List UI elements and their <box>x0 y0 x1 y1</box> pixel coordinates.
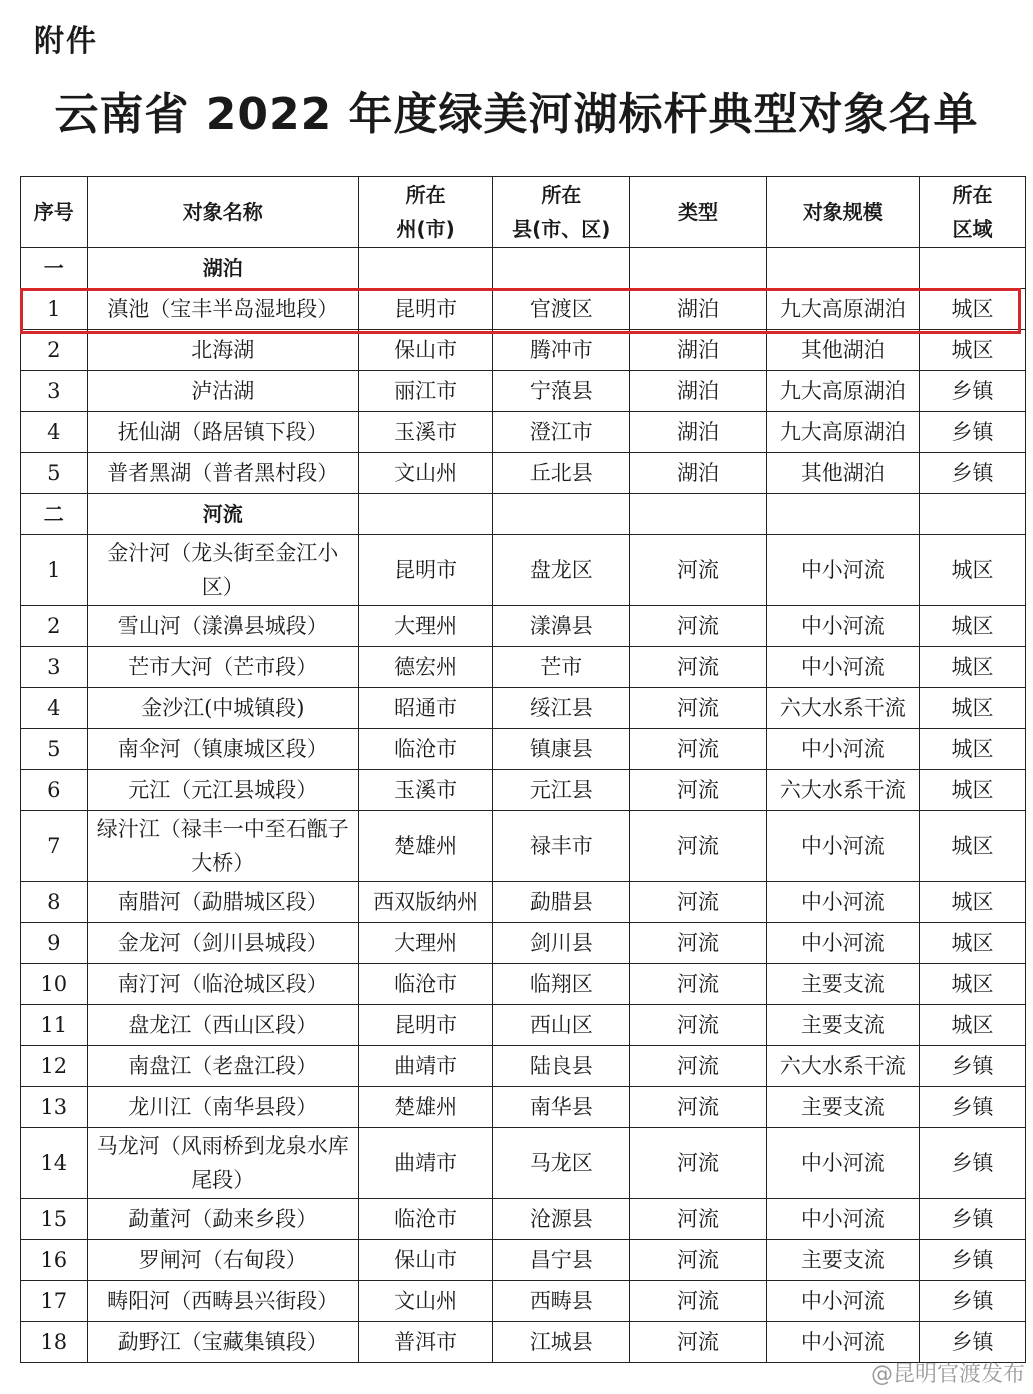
header-county <box>493 177 630 248</box>
cell-seq: 1 <box>21 535 88 606</box>
cell-scale: 六大水系干流 <box>766 688 919 729</box>
cell-prefecture: 保山市 <box>359 330 493 371</box>
cell-prefecture: 西双版纳州 <box>359 882 493 923</box>
cell-type: 河流 <box>630 1087 766 1128</box>
cell-region: 乡镇 <box>920 1046 1026 1087</box>
cell-county: 江城县 <box>493 1322 630 1363</box>
cell-prefecture: 玉溪市 <box>359 770 493 811</box>
cell-county: 西山区 <box>493 1005 630 1046</box>
cell-region: 城区 <box>920 964 1026 1005</box>
cell-prefecture: 昭通市 <box>359 688 493 729</box>
cell-region: 乡镇 <box>920 1322 1026 1363</box>
cell-seq: 1 <box>21 289 88 330</box>
cell-seq: 6 <box>21 770 88 811</box>
cell-name-line: 区） <box>201 575 244 599</box>
cell-type: 河流 <box>630 811 766 882</box>
cell-region: 城区 <box>920 289 1026 330</box>
header-name: 对象名称 <box>87 177 358 248</box>
cell-seq: 7 <box>21 811 88 882</box>
empty-cell <box>766 248 919 289</box>
cell-region: 城区 <box>920 535 1026 606</box>
cell-scale: 主要支流 <box>766 1087 919 1128</box>
table-row <box>21 1128 1026 1199</box>
cell-scale: 中小河流 <box>766 647 919 688</box>
header-region-line1: 所在 <box>952 183 993 207</box>
table-row <box>21 330 1026 371</box>
empty-cell <box>630 494 766 535</box>
table-row <box>21 371 1026 412</box>
cell-name-line: 南腊河（勐腊城区段） <box>117 890 328 914</box>
cell-prefecture: 德宏州 <box>359 647 493 688</box>
cell-scale: 中小河流 <box>766 1281 919 1322</box>
cell-name-line: 泸沽湖 <box>191 379 255 403</box>
table-row <box>21 811 1026 882</box>
cell-county: 陆良县 <box>493 1046 630 1087</box>
cell-scale: 中小河流 <box>766 1199 919 1240</box>
header-type: 类型 <box>630 177 766 248</box>
cell-county: 临翔区 <box>493 964 630 1005</box>
cell-type: 河流 <box>630 1128 766 1199</box>
cell-name <box>87 1005 358 1046</box>
cell-name <box>87 964 358 1005</box>
empty-cell <box>920 248 1026 289</box>
cell-county: 元江县 <box>493 770 630 811</box>
empty-cell <box>359 494 493 535</box>
cell-region: 城区 <box>920 882 1026 923</box>
table-row <box>21 964 1026 1005</box>
cell-county: 宁蒗县 <box>493 371 630 412</box>
header-prefecture-line2: 州(市) <box>396 217 455 241</box>
cell-scale: 中小河流 <box>766 811 919 882</box>
cell-county: 禄丰市 <box>493 811 630 882</box>
section-label: 湖泊 <box>87 248 358 289</box>
cell-county: 绥江县 <box>493 688 630 729</box>
cell-region: 城区 <box>920 811 1026 882</box>
section-seq: 一 <box>21 248 88 289</box>
document-title: 云南省 2022 年度绿美河湖标杆典型对象名单 <box>54 89 979 140</box>
cell-county: 腾冲市 <box>493 330 630 371</box>
cell-scale: 中小河流 <box>766 923 919 964</box>
cell-type: 湖泊 <box>630 289 766 330</box>
cell-name <box>87 770 358 811</box>
benchmark-roster-table <box>20 176 1026 1363</box>
cell-type: 湖泊 <box>630 371 766 412</box>
cell-seq: 8 <box>21 882 88 923</box>
cell-type: 河流 <box>630 688 766 729</box>
cell-name-line: 芒市大河（芒市段） <box>128 655 318 679</box>
cell-county: 镇康县 <box>493 729 630 770</box>
cell-name <box>87 811 358 882</box>
cell-name-line: 南伞河（镇康城区段） <box>117 737 328 761</box>
cell-name-line: 元江（元江县城段） <box>128 778 318 802</box>
cell-type: 河流 <box>630 1240 766 1281</box>
table-row <box>21 729 1026 770</box>
cell-type: 河流 <box>630 882 766 923</box>
table-header <box>21 177 1026 248</box>
cell-scale: 中小河流 <box>766 729 919 770</box>
header-county-line2: 县(市、区) <box>512 217 611 241</box>
cell-prefecture: 临沧市 <box>359 729 493 770</box>
cell-name-line: 绿汁江（禄丰一中至石甑子 <box>96 817 349 841</box>
header-scale: 对象规模 <box>766 177 919 248</box>
header-region <box>920 177 1026 248</box>
cell-county: 芒市 <box>493 647 630 688</box>
cell-region: 乡镇 <box>920 1087 1026 1128</box>
cell-name-line: 滇池（宝丰半岛湿地段） <box>107 297 339 321</box>
cell-prefecture: 曲靖市 <box>359 1046 493 1087</box>
cell-name <box>87 1046 358 1087</box>
cell-name <box>87 882 358 923</box>
table-row <box>21 1281 1026 1322</box>
cell-name-line: 雪山河（漾濞县城段） <box>117 614 328 638</box>
cell-type: 河流 <box>630 647 766 688</box>
cell-seq: 17 <box>21 1281 88 1322</box>
cell-name <box>87 923 358 964</box>
cell-scale: 中小河流 <box>766 1128 919 1199</box>
cell-scale: 九大高原湖泊 <box>766 289 919 330</box>
cell-prefecture: 临沧市 <box>359 1199 493 1240</box>
cell-name-line: 畴阳河（西畴县兴街段） <box>107 1289 339 1313</box>
cell-type: 河流 <box>630 964 766 1005</box>
cell-scale: 中小河流 <box>766 606 919 647</box>
cell-region: 城区 <box>920 330 1026 371</box>
cell-scale: 其他湖泊 <box>766 453 919 494</box>
cell-name <box>87 535 358 606</box>
empty-cell <box>359 248 493 289</box>
cell-prefecture: 大理州 <box>359 923 493 964</box>
cell-scale: 九大高原湖泊 <box>766 412 919 453</box>
cell-seq: 4 <box>21 688 88 729</box>
table-row <box>21 1240 1026 1281</box>
cell-county: 漾濞县 <box>493 606 630 647</box>
cell-seq: 16 <box>21 1240 88 1281</box>
cell-name-line: 普者黑湖（普者黑村段） <box>107 461 339 485</box>
cell-county: 剑川县 <box>493 923 630 964</box>
cell-county: 昌宁县 <box>493 1240 630 1281</box>
header-prefecture <box>359 177 493 248</box>
cell-prefecture: 昆明市 <box>359 289 493 330</box>
cell-region: 乡镇 <box>920 1240 1026 1281</box>
watermark: @昆明官渡发布 <box>870 1362 1025 1387</box>
cell-region: 城区 <box>920 606 1026 647</box>
cell-name <box>87 412 358 453</box>
table-row <box>21 770 1026 811</box>
cell-seq: 10 <box>21 964 88 1005</box>
cell-name <box>87 371 358 412</box>
cell-prefecture: 曲靖市 <box>359 1128 493 1199</box>
cell-name <box>87 688 358 729</box>
cell-seq: 18 <box>21 1322 88 1363</box>
cell-seq: 5 <box>21 453 88 494</box>
cell-name-line: 南汀河（临沧城区段） <box>117 972 328 996</box>
section-label: 河流 <box>87 494 358 535</box>
table-row <box>21 1087 1026 1128</box>
empty-cell <box>766 494 919 535</box>
cell-scale: 六大水系干流 <box>766 770 919 811</box>
section-row <box>21 248 1026 289</box>
cell-name-line: 罗闸河（右甸段） <box>138 1248 307 1272</box>
cell-region: 城区 <box>920 923 1026 964</box>
cell-prefecture: 玉溪市 <box>359 412 493 453</box>
cell-seq: 13 <box>21 1087 88 1128</box>
cell-name-line: 勐董河（勐来乡段） <box>128 1207 318 1231</box>
table-row <box>21 606 1026 647</box>
cell-scale: 主要支流 <box>766 964 919 1005</box>
cell-name-line: 盘龙江（西山区段） <box>128 1013 318 1037</box>
cell-seq: 3 <box>21 371 88 412</box>
cell-region: 城区 <box>920 647 1026 688</box>
empty-cell <box>920 494 1026 535</box>
header-county-line1: 所在 <box>541 183 582 207</box>
cell-prefecture: 楚雄州 <box>359 1087 493 1128</box>
table-row <box>21 882 1026 923</box>
cell-county: 盘龙区 <box>493 535 630 606</box>
cell-county: 南华县 <box>493 1087 630 1128</box>
cell-region: 乡镇 <box>920 1199 1026 1240</box>
cell-type: 河流 <box>630 1199 766 1240</box>
cell-name-line: 南盘江（老盘江段） <box>128 1054 318 1078</box>
header-seq: 序号 <box>21 177 88 248</box>
cell-region: 乡镇 <box>920 371 1026 412</box>
cell-name-line: 金龙河（剑川县城段） <box>117 931 328 955</box>
cell-type: 湖泊 <box>630 330 766 371</box>
cell-name <box>87 1128 358 1199</box>
cell-seq: 5 <box>21 729 88 770</box>
cell-scale: 中小河流 <box>766 535 919 606</box>
cell-name-line: 龙川江（南华县段） <box>128 1095 318 1119</box>
table-row <box>21 923 1026 964</box>
table-row <box>21 688 1026 729</box>
cell-type: 河流 <box>630 923 766 964</box>
cell-county: 官渡区 <box>493 289 630 330</box>
cell-prefecture: 文山州 <box>359 453 493 494</box>
section-row <box>21 494 1026 535</box>
section-seq: 二 <box>21 494 88 535</box>
cell-prefecture: 昆明市 <box>359 535 493 606</box>
cell-seq: 2 <box>21 330 88 371</box>
cell-scale: 六大水系干流 <box>766 1046 919 1087</box>
cell-prefecture: 保山市 <box>359 1240 493 1281</box>
empty-cell <box>493 494 630 535</box>
cell-name-line: 勐野江（宝藏集镇段） <box>117 1330 328 1354</box>
table-row <box>21 453 1026 494</box>
cell-scale: 中小河流 <box>766 882 919 923</box>
cell-seq: 2 <box>21 606 88 647</box>
cell-type: 河流 <box>630 729 766 770</box>
cell-seq: 3 <box>21 647 88 688</box>
cell-type: 河流 <box>630 1322 766 1363</box>
cell-prefecture: 昆明市 <box>359 1005 493 1046</box>
table-row <box>21 1199 1026 1240</box>
header-region-line2: 区域 <box>952 217 993 241</box>
cell-name <box>87 1322 358 1363</box>
cell-name-line: 北海湖 <box>191 338 255 362</box>
table-row <box>21 647 1026 688</box>
cell-region: 城区 <box>920 770 1026 811</box>
cell-type: 湖泊 <box>630 453 766 494</box>
cell-seq: 15 <box>21 1199 88 1240</box>
cell-county: 马龙区 <box>493 1128 630 1199</box>
cell-name <box>87 453 358 494</box>
cell-name <box>87 1281 358 1322</box>
cell-name <box>87 1199 358 1240</box>
cell-name-line: 尾段） <box>191 1168 255 1192</box>
empty-cell <box>630 248 766 289</box>
cell-region: 城区 <box>920 729 1026 770</box>
table-row <box>21 1005 1026 1046</box>
cell-name <box>87 330 358 371</box>
cell-scale: 主要支流 <box>766 1005 919 1046</box>
table-body <box>21 248 1026 1363</box>
cell-prefecture: 楚雄州 <box>359 811 493 882</box>
cell-scale: 中小河流 <box>766 1322 919 1363</box>
cell-name-line: 抚仙湖（路居镇下段） <box>117 420 328 444</box>
cell-type: 河流 <box>630 1046 766 1087</box>
cell-name-line: 金汁河（龙头街至金江小 <box>107 541 339 565</box>
table-row <box>21 1046 1026 1087</box>
cell-region: 乡镇 <box>920 1281 1026 1322</box>
cell-type: 河流 <box>630 535 766 606</box>
cell-seq: 14 <box>21 1128 88 1199</box>
attachment-label: 附件 <box>34 24 98 59</box>
cell-county: 勐腊县 <box>493 882 630 923</box>
cell-prefecture: 文山州 <box>359 1281 493 1322</box>
cell-region: 城区 <box>920 1005 1026 1046</box>
cell-type: 河流 <box>630 606 766 647</box>
table-row <box>21 535 1026 606</box>
cell-seq: 12 <box>21 1046 88 1087</box>
cell-type: 湖泊 <box>630 412 766 453</box>
cell-seq: 4 <box>21 412 88 453</box>
cell-name <box>87 1240 358 1281</box>
cell-region: 乡镇 <box>920 453 1026 494</box>
cell-seq: 11 <box>21 1005 88 1046</box>
cell-type: 河流 <box>630 770 766 811</box>
cell-prefecture: 大理州 <box>359 606 493 647</box>
cell-scale: 九大高原湖泊 <box>766 371 919 412</box>
cell-name <box>87 729 358 770</box>
cell-prefecture: 丽江市 <box>359 371 493 412</box>
cell-scale: 主要支流 <box>766 1240 919 1281</box>
table-row <box>21 289 1026 330</box>
cell-region: 乡镇 <box>920 412 1026 453</box>
empty-cell <box>493 248 630 289</box>
cell-region: 城区 <box>920 688 1026 729</box>
header-prefecture-line1: 所在 <box>405 183 446 207</box>
cell-name-line: 马龙河（风雨桥到龙泉水库 <box>96 1134 349 1158</box>
cell-county: 沧源县 <box>493 1199 630 1240</box>
cell-region: 乡镇 <box>920 1128 1026 1199</box>
cell-name <box>87 289 358 330</box>
cell-county: 西畴县 <box>493 1281 630 1322</box>
cell-name <box>87 606 358 647</box>
cell-name-line: 金沙江(中城镇段) <box>141 696 305 720</box>
cell-prefecture: 普洱市 <box>359 1322 493 1363</box>
cell-county: 澄江市 <box>493 412 630 453</box>
cell-prefecture: 临沧市 <box>359 964 493 1005</box>
cell-county: 丘北县 <box>493 453 630 494</box>
cell-name <box>87 647 358 688</box>
cell-name <box>87 1087 358 1128</box>
cell-name-line: 大桥） <box>191 851 255 875</box>
cell-type: 河流 <box>630 1005 766 1046</box>
table-row <box>21 412 1026 453</box>
cell-type: 河流 <box>630 1281 766 1322</box>
cell-scale: 其他湖泊 <box>766 330 919 371</box>
cell-seq: 9 <box>21 923 88 964</box>
